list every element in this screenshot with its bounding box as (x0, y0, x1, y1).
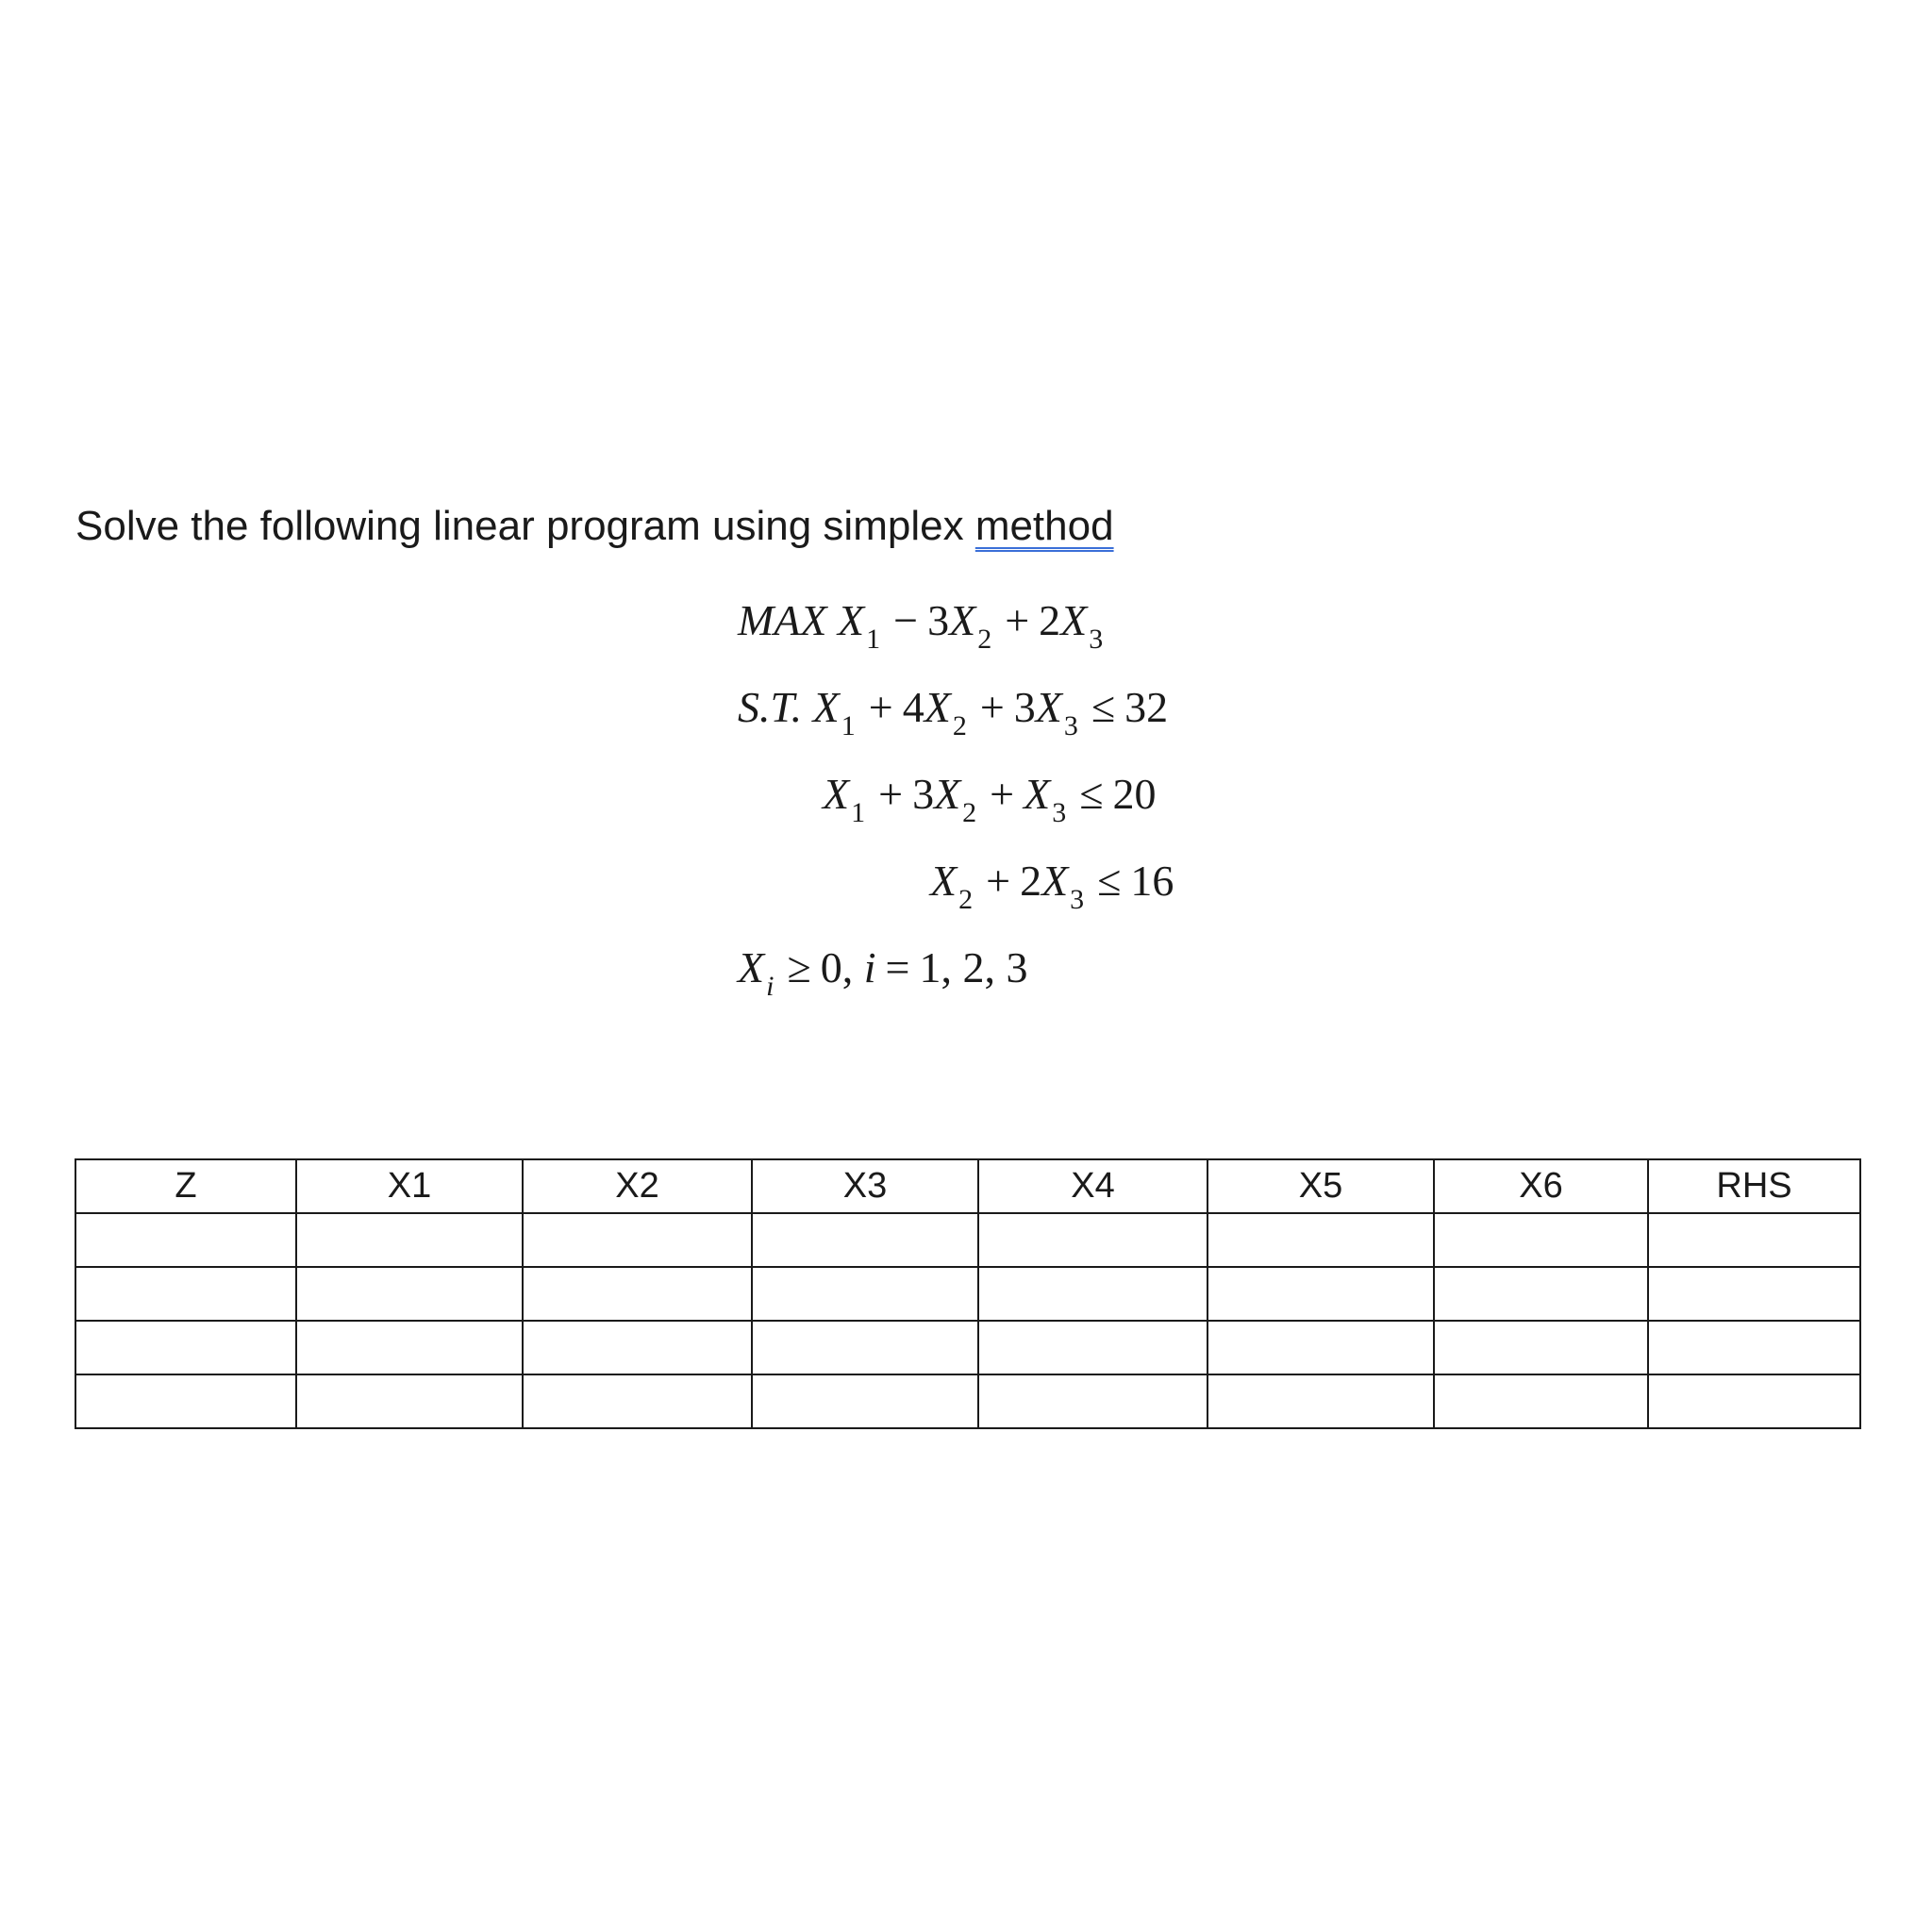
table-cell (1208, 1267, 1434, 1321)
table-cell (75, 1374, 296, 1428)
nonneg-range: 1, 2, 3 (919, 943, 1028, 991)
table-cell (296, 1374, 523, 1428)
nonneg-index-sub: i (766, 971, 774, 1002)
problem-statement-text: Solve the following linear program using simplex (75, 503, 975, 549)
table-cell (978, 1267, 1208, 1321)
header-rhs: RHS (1648, 1159, 1860, 1213)
constraint-1: S.T. $X_1 + 4X_2 + 3X_3 \le 32$ (738, 683, 1169, 741)
header-x3: X3 (752, 1159, 978, 1213)
constraint-prefix: S.T. (738, 683, 803, 731)
table-row (75, 1374, 1860, 1428)
table-cell (752, 1374, 978, 1428)
table-cell (1648, 1213, 1860, 1267)
table-cell (296, 1321, 523, 1374)
header-x2: X2 (523, 1159, 752, 1213)
table-cell (523, 1374, 752, 1428)
table-cell (752, 1267, 978, 1321)
problem-statement (75, 498, 1114, 555)
table-cell (1208, 1213, 1434, 1267)
table-row (75, 1213, 1860, 1267)
objective-coef-x2: 3 (927, 596, 950, 644)
table-cell (1434, 1321, 1648, 1374)
tableau-header-row (75, 1159, 1860, 1213)
table-cell (1434, 1267, 1648, 1321)
constraint-1-coef-x2: 4 (902, 683, 924, 731)
table-cell (1648, 1267, 1860, 1321)
constraint-2-coef-x2: 3 (912, 770, 935, 818)
table-cell (75, 1213, 296, 1267)
objective-function: MAX $X_1 - 3X_2 + 2X_3$ (738, 596, 1104, 655)
table-cell (1648, 1321, 1860, 1374)
table-cell (296, 1267, 523, 1321)
table-cell (1434, 1213, 1648, 1267)
table-row (75, 1321, 1860, 1374)
table-cell (296, 1213, 523, 1267)
nonnegativity-constraint: $X_i \ge 0$, i = 1, 2, 3 (738, 943, 1028, 1002)
table-cell (75, 1321, 296, 1374)
constraint-3-coef-x3: 2 (1020, 857, 1042, 905)
nonneg-value: 0 (820, 943, 842, 991)
constraint-1-rhs: 32 (1124, 683, 1169, 731)
objective-coef-x3: 2 (1039, 596, 1061, 644)
simplex-tableau (75, 1158, 1861, 1429)
nonneg-index: i (863, 943, 876, 991)
header-x1: X1 (296, 1159, 523, 1213)
header-x5: X5 (1208, 1159, 1434, 1213)
constraint-1-coef-x3: 3 (1013, 683, 1036, 731)
constraint-2-rhs: 20 (1112, 770, 1157, 818)
table-cell (978, 1321, 1208, 1374)
table-cell (978, 1213, 1208, 1267)
table-cell (523, 1321, 752, 1374)
table-cell (523, 1267, 752, 1321)
table-cell (1648, 1374, 1860, 1428)
table-cell (1208, 1321, 1434, 1374)
header-z: Z (75, 1159, 296, 1213)
table-cell (1434, 1374, 1648, 1428)
header-x4: X4 (978, 1159, 1208, 1213)
objective-prefix: MAX (738, 596, 827, 644)
constraint-2: $X_1 + 3X_2 + X_3 \le 20$ (823, 770, 1157, 828)
table-cell (752, 1321, 978, 1374)
table-cell (523, 1213, 752, 1267)
constraint-3-rhs: 16 (1130, 857, 1174, 905)
table-cell (75, 1267, 296, 1321)
table-cell (1208, 1374, 1434, 1428)
table-row (75, 1267, 1860, 1321)
table-cell (752, 1213, 978, 1267)
table-cell (978, 1374, 1208, 1428)
header-x6: X6 (1434, 1159, 1648, 1213)
constraint-3: $X_2 + 2X_3 \le 16$ (930, 857, 1174, 915)
problem-statement-underlined-word: method (974, 503, 1114, 549)
